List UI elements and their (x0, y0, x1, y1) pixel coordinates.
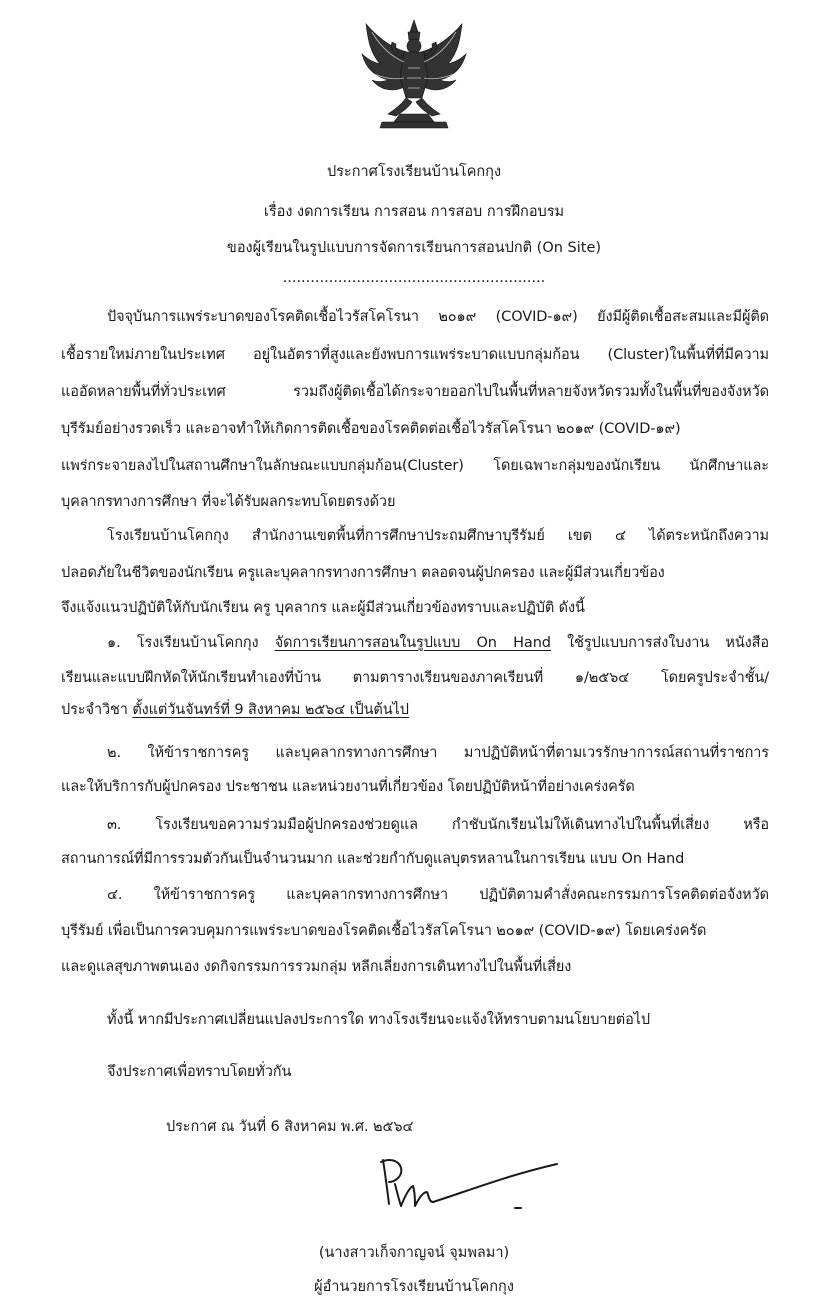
item-1-line-1 (107, 631, 769, 654)
paragraph-1-line-1: ปัจจุบันการแพร่ระบาดของโรคติดเชื้อไวรัสโคโรนา ๒๐๑๙ (COVID-๑๙) ยังมีผู้ติดเชื้อสะสมและมีผู้ติด (107, 309, 769, 325)
item-3-line-2: สถานการณ์ที่มีการรวมตัวกันเป็นจำนวนมาก และช่วยกำกับดูแลบุตรหลานในการเรียน แบบ On Hand (61, 851, 685, 867)
announcement-subject: เรื่อง งดการเรียน การสอน การสอบ การฝึกอบรม (263, 204, 565, 220)
item-1-prefix: ๑. โรงเรียนบ้านโคกกุง (107, 635, 275, 651)
paragraph-1-line-4: บุรีรัมย์อย่างรวดเร็ว และอาจทำให้เกิดการติดเชื้อของโรคติดต่อเชื้อไวรัสโคโรนา ๒๐๑๙ (COVID-๑๙) (61, 421, 681, 437)
signatory-name: (นางสาวเก็จกาญจน์ จุมพลมา) (318, 1245, 510, 1261)
item-1-line-3-prefix: ประจำวิชา (61, 702, 133, 718)
paragraph-1-line-3: แออัดหลายพื้นที่ทั่วประเทศ รวมถึงผู้ติดเชื้อได้กระจายออกไปในพื้นที่หลายจังหวัดรวมทั้งในพื้นที่ของจังหวัด (61, 384, 769, 400)
paragraph-2-line-3: จึงแจ้งแนวปฏิบัติให้กับนักเรียน ครู บุคลากร และผู้มีส่วนเกี่ยวข้องทราบและปฏิบัติ ดังนี้ (61, 600, 585, 616)
announcement-subject-line2: ของผู้เรียนในรูปแบบการจัดการเรียนการสอนปกติ (On Site) (226, 240, 602, 256)
garuda-emblem-icon (352, 18, 476, 130)
signature-icon (375, 1152, 565, 1214)
paragraph-1-line-5: แพร่กระจายลงไปในสถานศึกษาในลักษณะแบบกลุ่มก้อน(Cluster) โดยเฉพาะกลุ่มของนักเรียน นักศึกษาและ (61, 458, 769, 474)
announcement-date: ประกาศ ณ วันที่ 6 สิงหาคม พ.ศ. ๒๕๖๔ (166, 1119, 414, 1135)
item-4-line-1: ๔. ให้ข้าราชการครู และบุคลากรทางการศึกษา ปฏิบัติตามคำสั่งคณะกรรมการโรคติดต่อจังหวัด (107, 887, 769, 903)
paragraph-1-line-6: บุคลากรทางการศึกษา ที่จะได้รับผลกระทบโดยตรงด้วย (61, 494, 396, 510)
item-1-line-3 (61, 698, 409, 721)
closing-announce: จึงประกาศเพื่อทราบโดยทั่วกัน (107, 1064, 292, 1080)
paragraph-1-line-2: เชื้อรายใหม่ภายในประเทศ อยู่ในอัตราที่สูงและยังพบการแพร่ระบาดแบบกลุ่มก้อน (Cluster)ในพื้นที่ที่มีความ (61, 347, 769, 363)
separator-dots: ......................................................... (282, 270, 546, 286)
item-4-line-2: บุรีรัมย์ เพื่อเป็นการควบคุมการแพร่ระบาดของโรคติดเชื้อไวรัสโคโรนา ๒๐๑๙ (COVID-๑๙) โดยเคร่งครัด (61, 923, 707, 939)
item-1-effective-date: ตั้งแต่วันจันทร์ที่ 9 สิงหาคม ๒๕๖๔ เป็นต้นไป (132, 702, 409, 718)
paragraph-2-line-2: ปลอดภัยในชีวิตของนักเรียน ครูและบุคลากรทางการศึกษา ตลอดจนผู้ปกครอง และผู้มีส่วนเกี่ยวข้อง (61, 565, 665, 581)
item-2-line-1: ๒. ให้ข้าราชการครู และบุคลากรทางการศึกษา มาปฏิบัติหน้าที่ตามเวรรักษาการณ์สถานที่ราชการ (107, 745, 769, 761)
item-3-line-1: ๓. โรงเรียนขอความร่วมมือผู้ปกครองช่วยดูแล กำชับนักเรียนไม่ให้เดินทางไปในพื้นที่เสี่ยง หรือ (107, 817, 769, 833)
item-2-line-2: และให้บริการกับผู้ปกครอง ประชาชน และหน่วยงานที่เกี่ยวข้อง โดยปฏิบัติหน้าที่อย่างเคร่งครัด (61, 779, 635, 795)
paragraph-2-line-1: โรงเรียนบ้านโคกกุง สำนักงานเขตพื้นที่การศึกษาประถมศึกษาบุรีรัมย์ เขต ๔ ได้ตระหนักถึงความ (107, 528, 769, 544)
item-1-underlined: จัดการเรียนการสอนในรูปแบบ On Hand (274, 635, 551, 651)
item-1-suffix: ใช้รูปแบบการส่งใบงาน หนังสือ (550, 635, 769, 651)
item-1-line-2: เรียนและแบบฝึกหัดให้นักเรียนทำเองที่บ้าน ตามตารางเรียนของภาคเรียนที่ ๑/๒๕๖๔ โดยครูประจำชั้น/ (61, 670, 769, 686)
announcement-title: ประกาศโรงเรียนบ้านโคกกุง (326, 164, 502, 180)
item-4-line-3: และดูแลสุขภาพตนเอง งดกิจกรรมการรวมกลุ่ม หลีกเลี่ยงการเดินทางไปในพื้นที่เสี่ยง (61, 959, 572, 975)
closing-statement: ทั้งนี้ หากมีประกาศเปลี่ยนแปลงประการใด ทางโรงเรียนจะแจ้งให้ทราบตามนโยบายต่อไป (107, 1012, 650, 1028)
signatory-position: ผู้อำนวยการโรงเรียนบ้านโคกกุง (314, 1279, 514, 1295)
